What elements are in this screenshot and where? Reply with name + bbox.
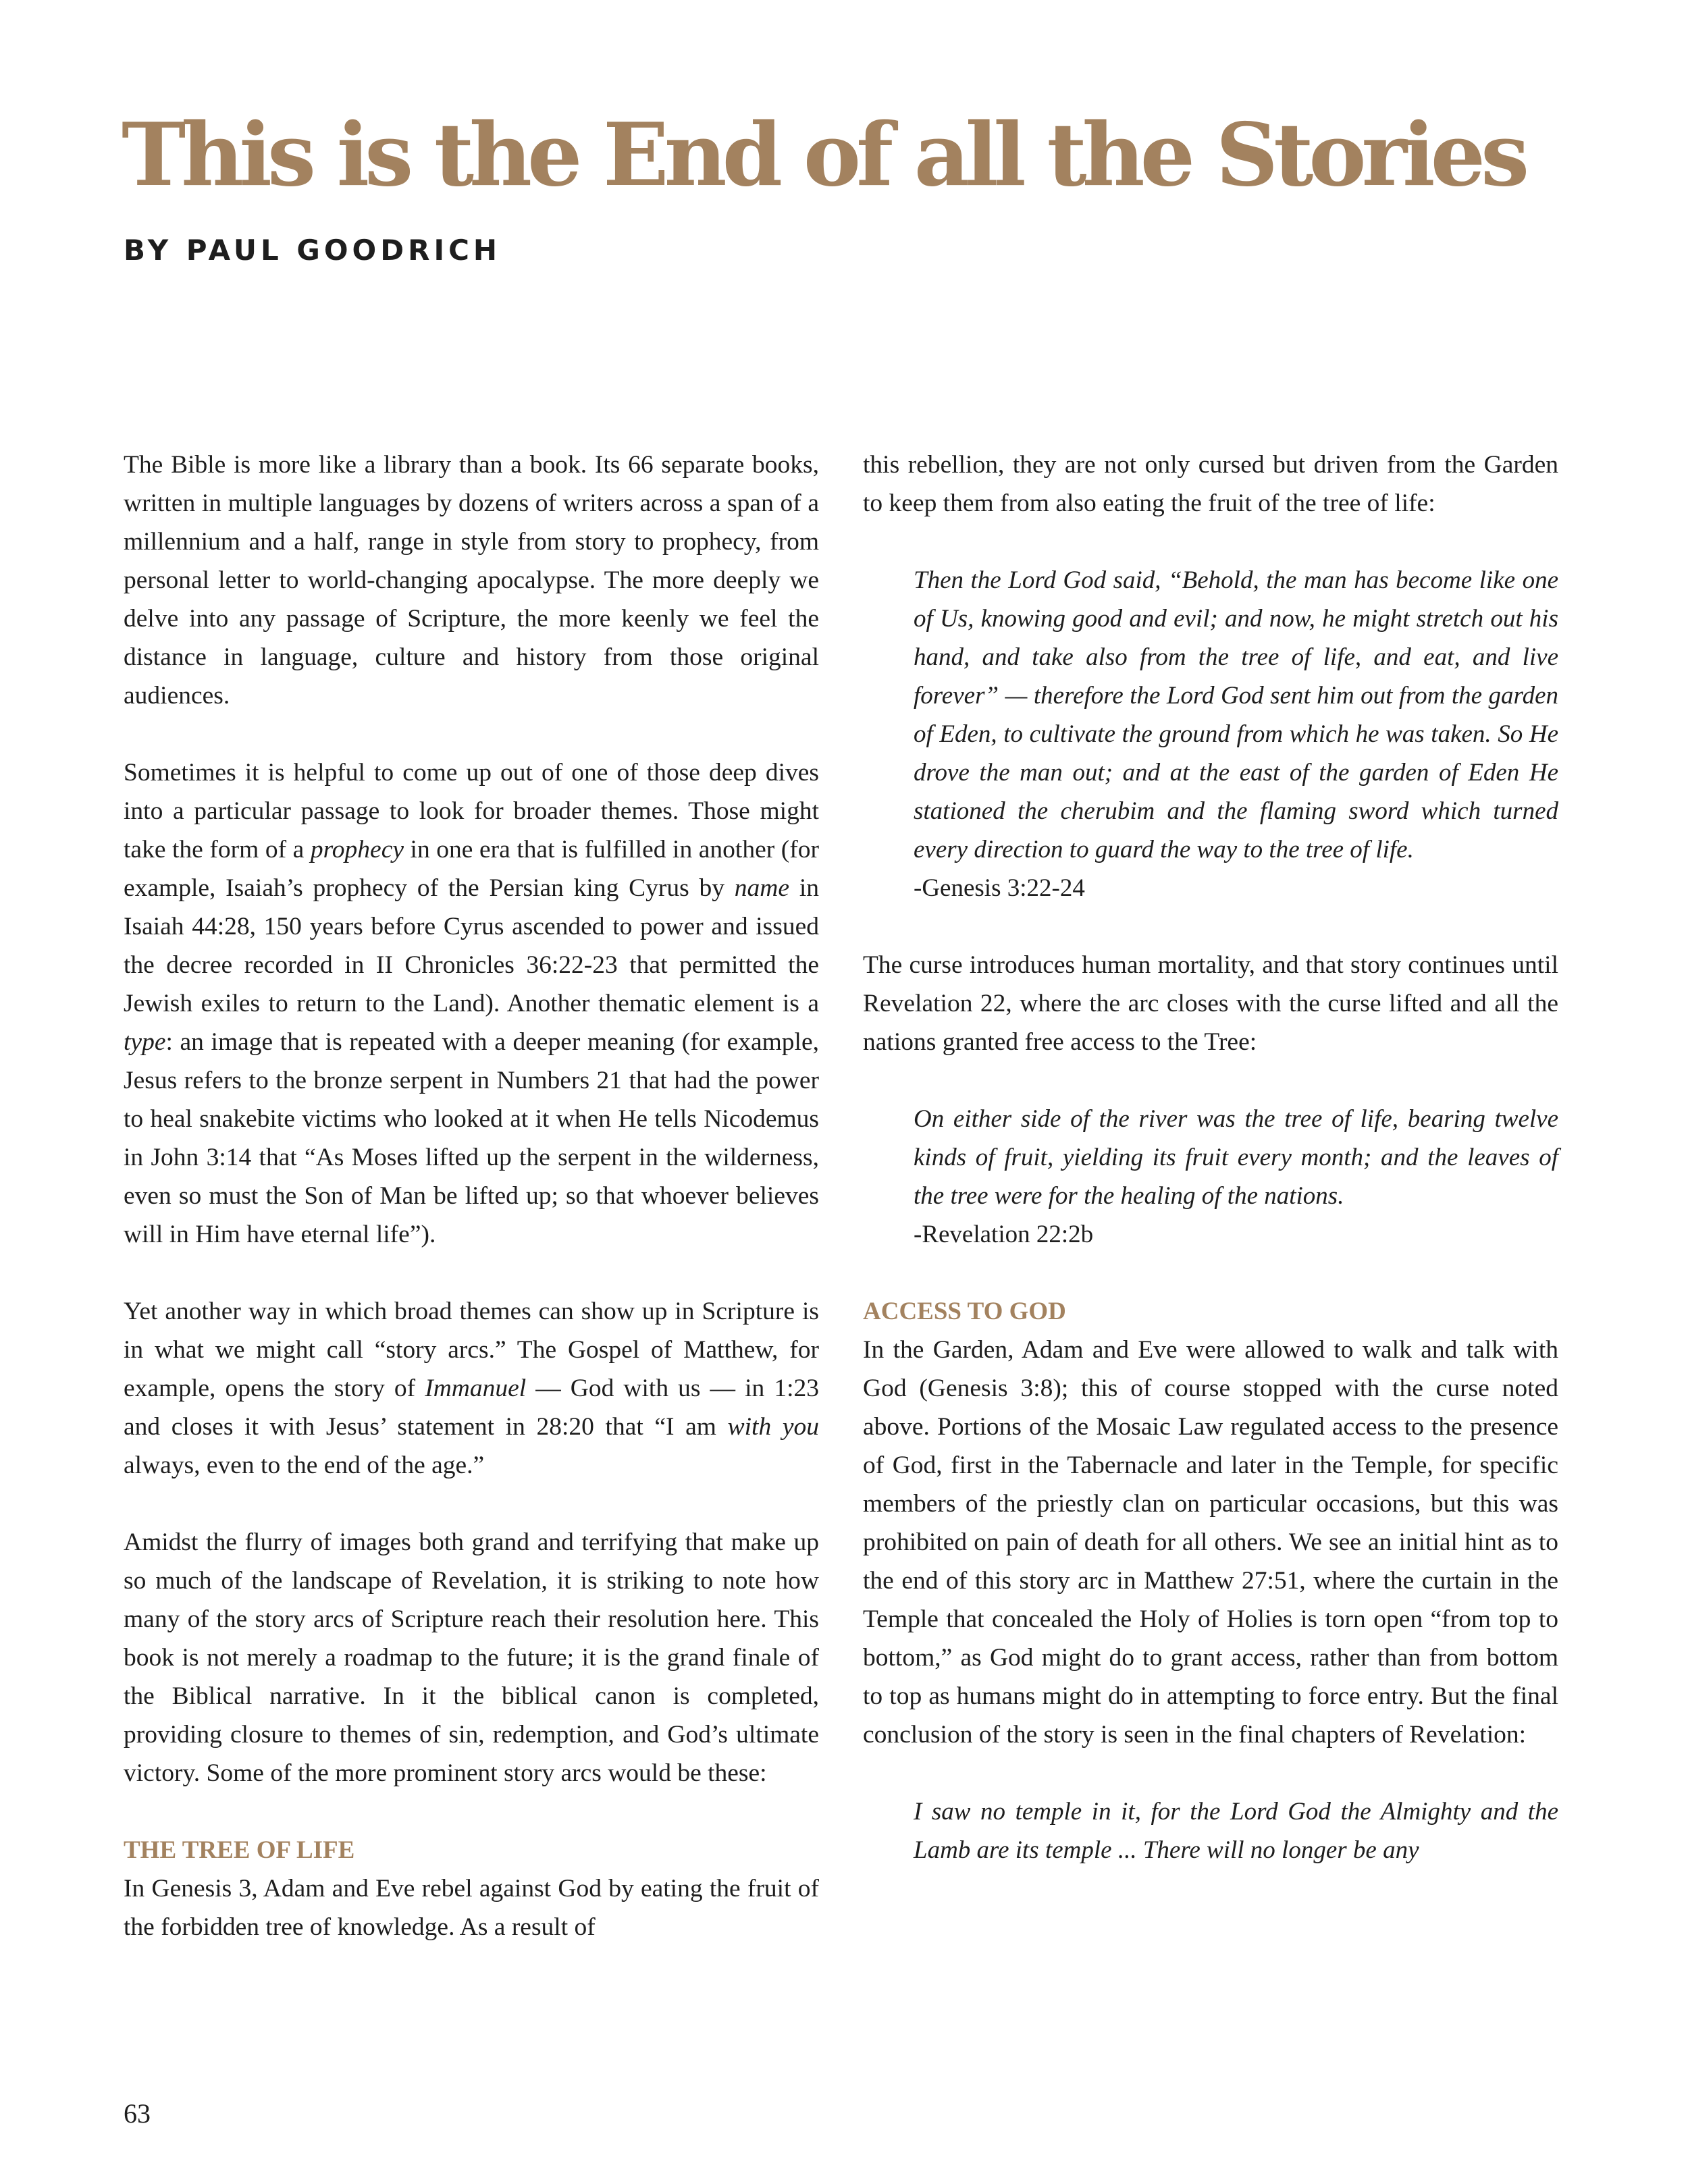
block-quote-no-temple xyxy=(914,1792,1558,1869)
article-title: This is the End of all the Stories xyxy=(122,105,1525,206)
paragraph-revelation: Amidst the flurry of images both grand and terrifying that make up so much of the landscape of Revelation, it is striking to note how many of the story arcs of Scripture reach their resolution here. This book is not merely a roadmap to the future; it is the grand finale of the Biblical narrative. In it the biblical canon is completed, providing closure to themes of sin, redemption, and God’s ultimate victory. Some of the more prominent story arcs would be these: xyxy=(124,1528,819,1787)
emphasis-type: type xyxy=(124,1028,166,1056)
text-run: in one era that is fulfilled in another (for example, Isaiah’s prophecy of the Persian king Cyrus by xyxy=(124,836,819,902)
section-heading-tree-of-life: THE TREE OF LIFE xyxy=(124,1836,355,1864)
emphasis-name: name xyxy=(734,874,790,902)
paragraph-rebellion: this rebellion, they are not only cursed but driven from the Garden to keep them from also eating the fruit of the tree of life: xyxy=(863,451,1558,517)
text-run: : an image that is repeated with a deeper meaning (for example, Jesus refers to the bronze serpent in Numbers 21 that had the power to heal snakebite victims who looked at it when He tells Nicodemus in John 3:14 that “As Moses lifted up the serpent in the wilderness, even so must the Son of Man be lifted up; so that whoever believes will in Him have eternal life”). xyxy=(124,1028,819,1248)
quote-text: I saw no temple in it, for the Lord God the Almighty and the Lamb are its temple ... There will no longer be any xyxy=(914,1798,1558,1864)
block-quote-genesis xyxy=(914,561,1558,907)
quote-citation: -Revelation 22:2b xyxy=(914,1221,1094,1248)
emphasis-with-you: with you xyxy=(727,1413,820,1441)
article-byline: BY PAUL GOODRICH xyxy=(124,234,502,267)
block-quote-revelation xyxy=(914,1100,1558,1254)
emphasis-immanuel: Immanuel xyxy=(425,1375,527,1402)
paragraph-genesis-3: In Genesis 3, Adam and Eve rebel against God by eating the fruit of the forbidden tree of knowledge. As a result of xyxy=(124,1875,819,1941)
quote-text: Then the Lord God said, “Behold, the man has become like one of Us, knowing good and evil; and now, he might stretch out his hand, and take also from the tree of life, and eat, and live forever” — therefore the Lord God sent him out from the garden of Eden, to cultivate the ground from which he was taken. So He drove the man out; and at the east of the garden of Eden He stationed the cherubim and the flaming sword which turned every direction to guard the way to the tree of life. xyxy=(914,566,1558,863)
paragraph-themes xyxy=(124,753,819,1254)
quote-text: On either side of the river was the tree of life, bearing twelve kinds of fruit, yielding its fruit every month; and the leaves of the tree were for the healing of the nations. xyxy=(914,1105,1558,1210)
right-column xyxy=(863,446,1558,1869)
text-run: — God with us — in 1:23 and closes it with Jesus’ statement in 28:20 that “I am xyxy=(124,1375,820,1441)
left-column xyxy=(124,446,819,1946)
text-run: Sometimes it is helpful to come up out of one of those deep dives into a particular passage to look for broader themes. Those might take the form of a xyxy=(124,759,819,863)
text-run: Yet another way in which broad themes can show up in Scripture is in what we might call “story arcs.” The Gospel of Matthew, for example, opens the story of xyxy=(124,1298,819,1402)
text-run: in Isaiah 44:28, 150 years before Cyrus ascended to power and issued the decree recorded in II Chronicles 36:22-23 that permitted the Jewish exiles to return to the Land). Another thematic element is a xyxy=(124,874,819,1017)
paragraph-story-arcs xyxy=(124,1292,819,1485)
paragraph-curse: The curse introduces human mortality, and that story continues until Revelation 22, where the arc closes with the curse lifted and all the nations granted free access to the Tree: xyxy=(863,951,1558,1056)
text-run: always, even to the end of the age.” xyxy=(124,1451,485,1479)
emphasis-prophecy: prophecy xyxy=(310,836,404,863)
page-number: 63 xyxy=(124,2098,151,2129)
paragraph-garden-access: In the Garden, Adam and Eve were allowed to walk and talk with God (Genesis 3:8); this of course stopped with the curse noted above. Portions of the Mosaic Law regulated access to the presence of God, first in the Tabernacle and later in the Temple, for specific members of the priestly clan on particular occasions, but this was prohibited on pain of death for all others. We see an initial hint as to the end of this story arc in Matthew 27:51, where the curtain in the Temple that concealed the Holy of Holies is torn open “from top to bottom,” as God might do to grant access, rather than from bottom to top as humans might do in attempting to force entry. But the final conclusion of the story is seen in the final chapters of Revelation: xyxy=(863,1336,1558,1749)
quote-citation: -Genesis 3:22-24 xyxy=(914,874,1085,902)
section-heading-access-to-god: ACCESS TO GOD xyxy=(863,1298,1066,1325)
paragraph-library: The Bible is more like a library than a book. Its 66 separate books, written in multiple languages by dozens of writers across a span of a millennium and a half, range in style from story to prophecy, from personal letter to world-changing apocalypse. The more deeply we delve into any passage of Scripture, the more keenly we feel the distance in language, culture and history from those original audiences. xyxy=(124,451,819,710)
